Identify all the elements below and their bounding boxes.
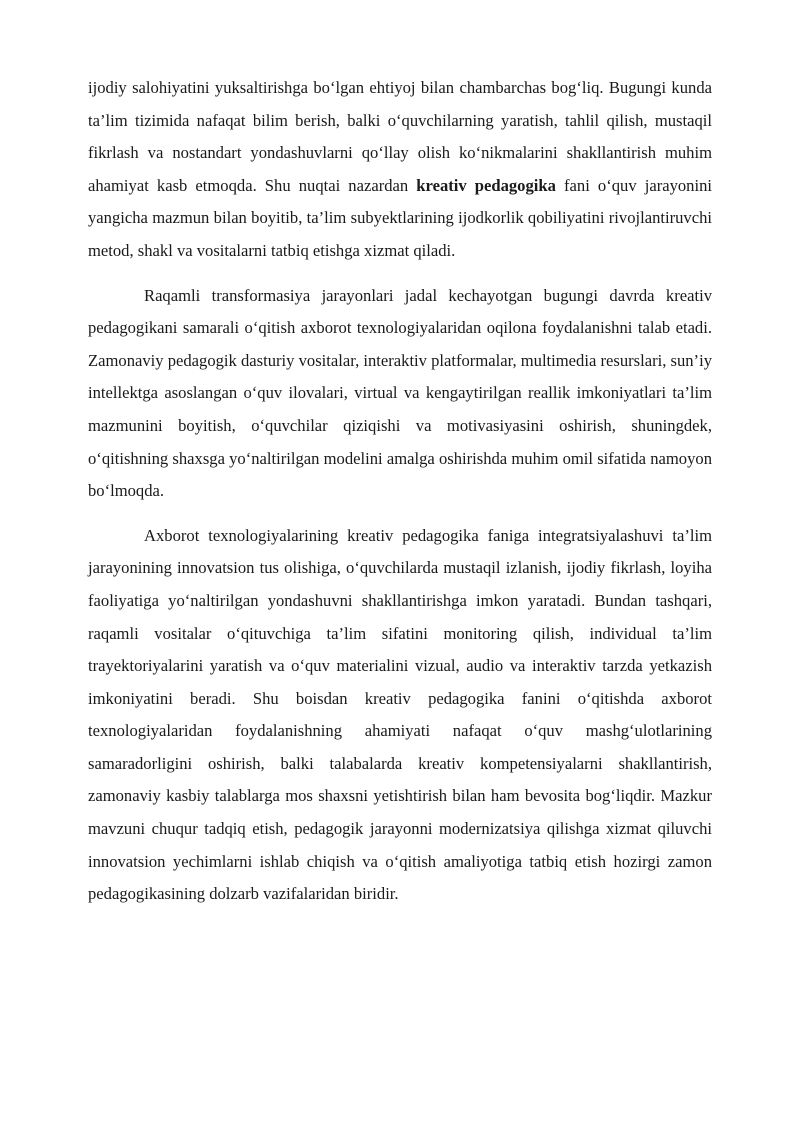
paragraph-2: Raqamli transformasiya jarayonlari jadal kechayotgan bugungi davrda kreativ pedagogikani samarali o‘qitish axborot texnologiyalaridan oqilona foydalanishni talab etadi. Zamonaviy pedagogik dasturiy vositalar, interaktiv platformalar, multimedia resurslari, sun’iy intellektga asoslangan o‘quv ilovalari, virtual va kengaytirilgan reallik imkoniyatlari ta’lim mazmunini boyitish, o‘quvchilar qiziqishi va motivasiyasini oshirish, shuningdek, o‘qitishning shaxsga yo‘naltirilgan modelini amalga oshirishda muhim omil sifatida namoyon bo‘lmoqda. xyxy=(88,285,712,501)
paragraph-3: Axborot texnologiyalarining kreativ pedagogika faniga integratsiyalashuvi ta’lim jarayonining innovatsion tus olishiga, o‘quvchilarda mustaqil izlanish, ijodiy fikrlash, loyiha faoliyatiga yo‘naltirilgan yondashuvni shakllantirishga imkon yaratadi. Bundan tashqari, raqamli vositalar o‘qituvchiga ta’lim sifatini monitoring qilish, individual ta’lim trayektoriyalarini yaratish va o‘quv materialini vizual, audio va interaktiv tarzda yetkazish imkoniyatini beradi. Shu boisdan kreativ pedagogika fanini o‘qitishda axborot texnologiyalaridan foydalanishning ahamiyati nafaqat o‘quv mashg‘ulotlarining samaradorligini oshirish, balki talabalarda kreativ kompetensiyalarni shakllantirish, zamonaviy kasbiy talablarga mos shaxsni yetishtirish bilan ham bevosita bog‘liqdir. Mazkur mavzuni chuqur tadqiq etish, pedagogik jarayonni modernizatsiya qilishga xizmat qiluvchi innovatsion yechimlarni ishlab chiqish va o‘qitish amaliyotiga tatbiq etish hozirgi zamon pedagogikasining dolzarb vazifalaridan biridir. xyxy=(88,525,712,904)
paragraph-1 xyxy=(88,72,712,268)
paragraph-1-bold-term: kreativ pedagogika xyxy=(416,175,556,195)
document-body xyxy=(88,72,712,923)
paragraph-1-text-end: fani o‘quv jarayonini yangicha mazmun bilan boyitib, ta’lim subyektlarining ijodkorlik qobiliyatini rivojlantiruvchi metod, shakl va vositalarni tatbiq etishga xizmat qiladi. xyxy=(88,175,712,260)
paragraph-1-text-start: ijodiy salohiyatini yuksaltirishga bo‘lgan ehtiyoj bilan chambarchas bog‘liq. Bugungi kunda ta’lim tizimida nafaqat bilim berish, balki o‘quvchilarning yaratish, tahlil qilish, mustaqil fikrlash va nostandart yondashuvlarni qo‘llay olish ko‘nikmalarini shakllantirish muhim ahamiyat kasb etmoqda. Shu nuqtai nazardan xyxy=(88,78,712,195)
